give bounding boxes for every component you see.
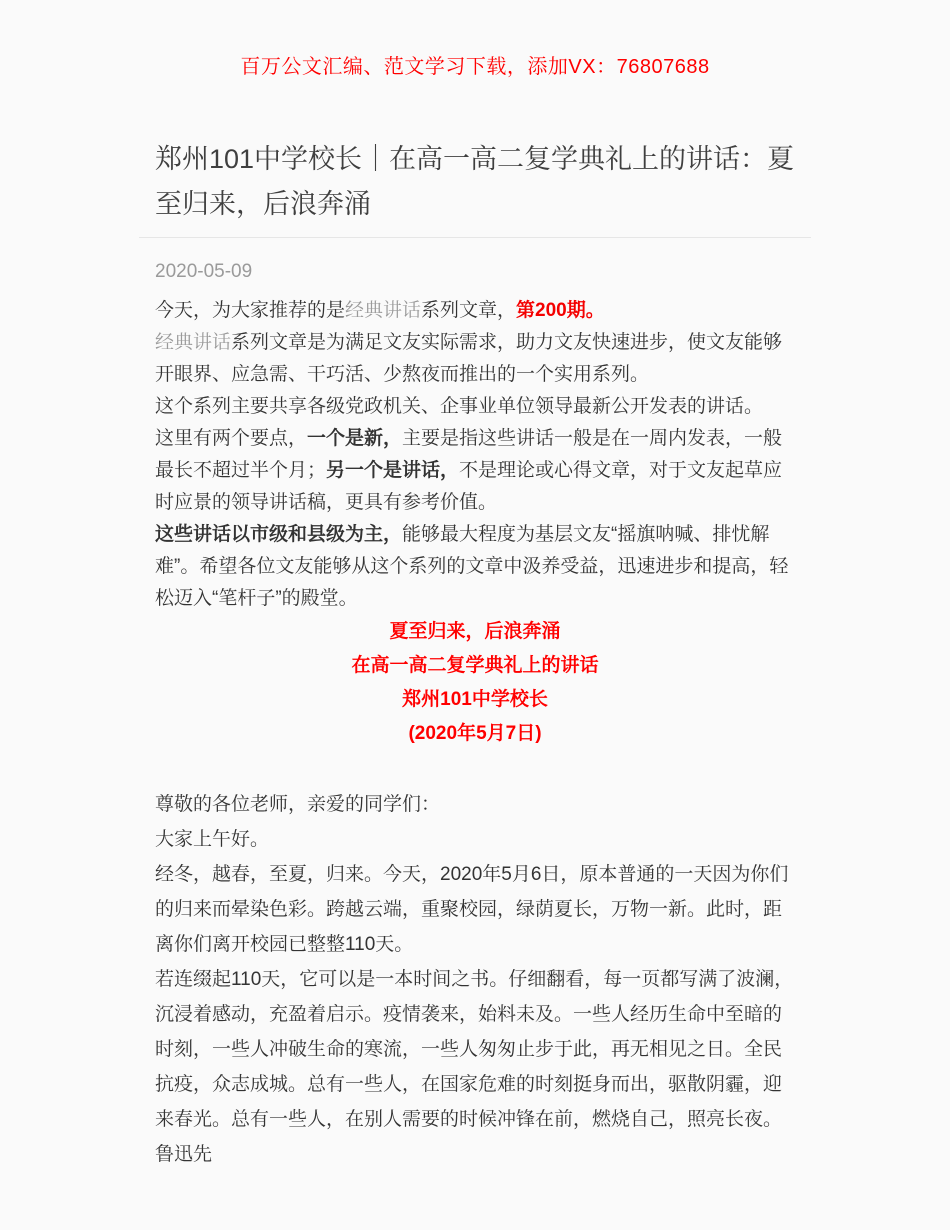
speech-body	[155, 787, 795, 1172]
speech-greeting: 大家上午好。	[155, 829, 270, 850]
issue-number: 第200期。	[516, 300, 605, 321]
speech-salutation: 尊敬的各位老师，亲爱的同学们：	[155, 794, 441, 815]
key-point-speech: 另一个是讲话，	[326, 460, 460, 481]
promo-banner-text: 百万公文汇编、范文学习下载，添加VX：76807688	[240, 56, 710, 78]
series-intro	[155, 295, 795, 615]
intro-paragraph-5	[155, 519, 795, 615]
intro-paragraph-2	[155, 327, 795, 391]
speech-header	[155, 615, 795, 751]
intro-p2-rest: 系列文章是为满足文友实际需求，助力文友快速进步，使文友能够开眼界、应急需、干巧活、少熬夜而推出的一个实用系列。	[155, 332, 783, 385]
article-content	[139, 137, 811, 1172]
intro-p4-t3: 不是理论或心得文章，对于文友起草应时应景的领导讲话稿，更具有参考价值。	[155, 460, 783, 513]
article-body	[139, 295, 811, 1172]
speech-author: 郑州101中学校长	[402, 689, 548, 710]
intro-p1-lead: 今天，为大家推荐的是	[155, 300, 346, 321]
intro-paragraph-3: 这个系列主要共享各级党政机关、企事业单位领导最新公开发表的讲话。	[155, 396, 764, 417]
publish-date: 2020-05-09	[155, 261, 253, 282]
key-point-new: 一个是新，	[307, 428, 403, 449]
intro-paragraph-4	[155, 423, 795, 519]
speech-subtitle: 在高一高二复学典礼上的讲话	[351, 655, 599, 676]
intro-p5-t1: 能够最大程度为基层文友“摇旗呐喊、排忧解难”。希望各位文友能够从这个系列的文章中汲养受益，迅速进步和提高，轻松迈入“笔杆子”的殿堂。	[155, 524, 789, 609]
promo-banner	[0, 0, 950, 79]
intro-p4-t2: 主要是指这些讲话一般是在一周内发表，一般最长不超过半个月；	[155, 428, 783, 481]
speech-date: (2020年5月7日)	[408, 723, 542, 744]
series-name: 经典讲话	[155, 332, 232, 353]
intro-p4-t1: 这里有两个要点，	[155, 428, 308, 449]
intro-p1-mid: 系列文章，	[421, 300, 517, 321]
title-divider	[139, 237, 811, 238]
intro-paragraph-1	[155, 295, 795, 327]
article-title: 郑州101中学校长｜在高一高二复学典礼上的讲话：夏至归来，后浪奔涌	[155, 144, 795, 219]
level-emphasis: 这些讲话以市级和县级为主，	[155, 524, 403, 545]
speech-paragraph-1: 经冬，越春，至夏，归来。今天，2020年5月6日，原本普通的一天因为你们的归来而晕染色彩。跨越云端，重聚校园，绿荫夏长，万物一新。此时，距离你们离开校园已整整110天。	[155, 864, 789, 955]
speech-paragraph-2: 若连缀起110天，它可以是一本时间之书。仔细翻看，每一页都写满了波澜，沉浸着感动，充盈着启示。疫情袭来，始料未及。一些人经历生命中至暗的时刻，一些人冲破生命的寒流，一些人匆匆止步于此，再无相见之日。全民抗疫，众志成城。总有一些人，在国家危难的时刻挺身而出，驱散阴霾，迎来春光。总有一些人，在别人需要的时候冲锋在前，燃烧自己，照亮长夜。鲁迅先	[155, 969, 794, 1165]
series-name: 经典讲话	[345, 300, 422, 321]
speech-title: 夏至归来，后浪奔涌	[389, 621, 561, 642]
